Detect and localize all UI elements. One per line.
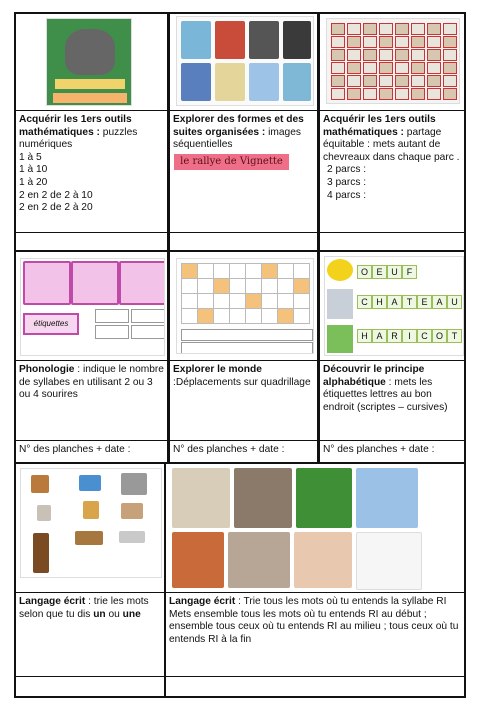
grid-square <box>229 308 246 324</box>
cell-title: Phonologie <box>19 364 75 375</box>
cell-explore-world <box>168 250 319 464</box>
letter-tile: I <box>402 329 417 343</box>
goat-icon <box>347 49 361 61</box>
letter-tile: A <box>372 329 387 343</box>
line-item: 2 parcs : <box>327 164 367 176</box>
divider <box>16 360 167 361</box>
letter-tile: A <box>432 295 447 309</box>
goat-icon <box>347 36 361 48</box>
tag-label <box>23 313 79 335</box>
grid-square <box>277 278 294 294</box>
letter-tile: H <box>357 329 372 343</box>
cell-description: puzzles numériques <box>19 126 138 151</box>
letter-tile: H <box>372 295 387 309</box>
goat-icon <box>379 75 393 87</box>
cell-text <box>173 114 314 152</box>
line-item: 1 à 5 <box>19 151 42 163</box>
letter-tile: T <box>402 295 417 309</box>
goat-icon <box>443 36 457 48</box>
goat-icon <box>443 75 457 87</box>
grid-square <box>229 293 246 309</box>
goat-icon <box>427 49 441 61</box>
goat-icon <box>443 62 457 74</box>
goat-icon <box>363 49 377 61</box>
cell-title: Acquérir les 1ers outils mathématiques : <box>19 114 132 138</box>
grid-square <box>277 308 294 324</box>
grid-square <box>245 293 262 309</box>
goat-icon <box>411 36 425 48</box>
goat-icon <box>379 36 393 48</box>
goat-icon <box>443 88 457 100</box>
cell-description: : mets les étiquettes lettres au bon endroit (scriptes – cursives) <box>323 376 448 413</box>
goat-icon <box>363 75 377 87</box>
banner-text: le rallye de Vignette <box>180 156 283 167</box>
cell-alphabet <box>318 250 466 464</box>
grid-square <box>293 278 310 294</box>
grid-square <box>197 263 214 279</box>
grid-square <box>261 263 278 279</box>
planches-date-label: N° des planches + date : <box>173 444 285 455</box>
divider <box>320 440 464 441</box>
grid-square <box>181 293 198 309</box>
divider <box>320 360 464 361</box>
grid-square <box>293 308 310 324</box>
goat-icon <box>395 75 409 87</box>
divider <box>16 676 164 677</box>
grid-square <box>261 293 278 309</box>
cell-sharing <box>318 12 466 252</box>
grid-square <box>181 308 198 324</box>
letter-tile: R <box>387 329 402 343</box>
letter-tile: O <box>357 265 372 279</box>
cell-title: Langage écrit <box>169 596 236 607</box>
word-ou: ou <box>105 608 123 620</box>
letter-tile: E <box>372 265 387 279</box>
goat-icon <box>395 49 409 61</box>
grid-square <box>213 293 230 309</box>
cell-sequences <box>168 12 319 252</box>
cell-description: : Trie tous les mots où tu entends la syllabe RI <box>235 596 447 607</box>
cell-description: partage équitable : mets autant de chevreaux dans chaque parc . <box>323 126 460 163</box>
objects-image <box>20 468 162 578</box>
goat-icon <box>347 75 361 87</box>
goat-icon <box>363 62 377 74</box>
goat-icon <box>395 23 409 35</box>
cell-text <box>169 596 461 646</box>
goat-icon <box>347 88 361 100</box>
cell-text <box>323 114 461 202</box>
grid-movement-image <box>176 258 314 354</box>
grid-square <box>245 263 262 279</box>
grid-square <box>181 263 198 279</box>
grid-square <box>245 278 262 294</box>
line-item: 1 à 10 <box>19 164 48 176</box>
letter-tile: T <box>447 329 462 343</box>
syllables-image <box>20 258 165 356</box>
grid-square <box>261 308 278 324</box>
grid-square <box>197 308 214 324</box>
grid-square <box>229 263 246 279</box>
cell-description: : indique le nombre de syllabes en utilisant 2 ou 3 ou 4 sourires <box>19 364 164 401</box>
word-un: un <box>93 608 106 620</box>
cell-phonology <box>14 250 169 464</box>
letter-tile: A <box>387 295 402 309</box>
grid-square <box>293 293 310 309</box>
goat-icon <box>331 23 345 35</box>
goat-icon <box>443 49 457 61</box>
cell-text <box>19 114 164 215</box>
goat-icon <box>411 62 425 74</box>
divider <box>16 592 164 593</box>
grid-square <box>261 278 278 294</box>
grid-square <box>293 263 310 279</box>
cell-title: Explorer des formes et des suites organisées : <box>173 114 304 138</box>
goat-icon <box>363 36 377 48</box>
goat-icon <box>379 62 393 74</box>
sequence-image <box>176 16 314 106</box>
grid-square <box>213 263 230 279</box>
grid-square <box>229 278 246 294</box>
grid-square <box>277 293 294 309</box>
cell-math-puzzles <box>14 12 169 252</box>
cell-instruction: Mets ensemble tous les mots où tu entends RI au début ; ensemble tous ceux où tu entends RI au milieu ; tous ceux où tu entends RI à la fin <box>169 608 459 645</box>
line-item: 2 en 2 de 2 à 20 <box>19 202 93 214</box>
goat-icon <box>363 23 377 35</box>
divider <box>170 232 317 233</box>
goat-icon <box>395 62 409 74</box>
divider <box>170 440 317 441</box>
cell-description: :Déplacements sur quadrillage <box>173 376 311 388</box>
goats-grid-image <box>326 18 460 104</box>
letter-tile: F <box>402 265 417 279</box>
line-item: 3 parcs : <box>327 176 367 188</box>
divider <box>170 360 317 361</box>
goat-icon <box>443 23 457 35</box>
grid-square <box>277 263 294 279</box>
goat-icon <box>331 62 345 74</box>
goat-icon <box>427 23 441 35</box>
goat-icon <box>411 23 425 35</box>
divider <box>166 676 464 677</box>
goat-icon <box>331 49 345 61</box>
grid-square <box>197 278 214 294</box>
divider <box>16 110 167 111</box>
grid-square <box>213 308 230 324</box>
grid-square <box>181 278 198 294</box>
grid-square <box>213 278 230 294</box>
goat-icon <box>411 88 425 100</box>
cell-text <box>323 364 461 414</box>
goat-icon <box>379 88 393 100</box>
goat-icon <box>411 49 425 61</box>
letter-tile: O <box>432 329 447 343</box>
word-une: une <box>122 608 141 620</box>
book-cover-image <box>46 18 132 106</box>
line-item: 4 parcs : <box>327 189 367 201</box>
planches-date-label: N° des planches + date : <box>323 444 435 455</box>
letter-tile: C <box>357 295 372 309</box>
divider <box>320 110 464 111</box>
goat-icon <box>395 88 409 100</box>
cell-description: : trie les mots selon que tu dis <box>19 596 149 620</box>
worksheet-grid <box>14 12 466 698</box>
cell-title: Acquérir les 1ers outils mathématiques : <box>323 114 436 138</box>
goat-icon <box>363 88 377 100</box>
line-item: 2 en 2 de 2 à 10 <box>19 189 93 201</box>
words-image <box>324 256 464 356</box>
cell-title: Explorer le monde <box>173 364 262 375</box>
goat-icon <box>331 75 345 87</box>
goat-icon <box>427 88 441 100</box>
goat-icon <box>347 23 361 35</box>
divider <box>320 232 464 233</box>
tag-text: étiquettes <box>33 319 69 328</box>
grid-square <box>197 293 214 309</box>
goat-icon <box>411 75 425 87</box>
goat-icon <box>379 49 393 61</box>
divider <box>16 232 167 233</box>
planches-date-label: N° des planches + date : <box>19 444 131 455</box>
goat-icon <box>347 62 361 74</box>
cell-text <box>19 596 161 621</box>
cell-writing-un-une <box>14 462 166 698</box>
goat-icon <box>427 36 441 48</box>
divider <box>166 592 464 593</box>
letter-tile: C <box>417 329 432 343</box>
divider <box>170 110 317 111</box>
line-item: 1 à 20 <box>19 176 48 188</box>
goat-icon <box>331 36 345 48</box>
goat-icon <box>427 62 441 74</box>
goat-icon <box>395 36 409 48</box>
letter-tile: E <box>417 295 432 309</box>
goat-icon <box>427 75 441 87</box>
goat-icon <box>331 88 345 100</box>
cell-text <box>19 364 164 402</box>
cell-writing-ri <box>164 462 466 698</box>
cell-title: Langage écrit <box>19 596 86 607</box>
cell-text <box>173 364 314 389</box>
cell-title: Découvrir le principe alphabétique <box>323 364 425 388</box>
divider <box>16 440 167 441</box>
ri-words-image <box>172 468 462 592</box>
cell-description: images séquentielles <box>173 126 301 151</box>
grid-square <box>245 308 262 324</box>
letter-tile: U <box>447 295 462 309</box>
banner-logo <box>174 154 289 170</box>
letter-tile: U <box>387 265 402 279</box>
goat-icon <box>379 23 393 35</box>
